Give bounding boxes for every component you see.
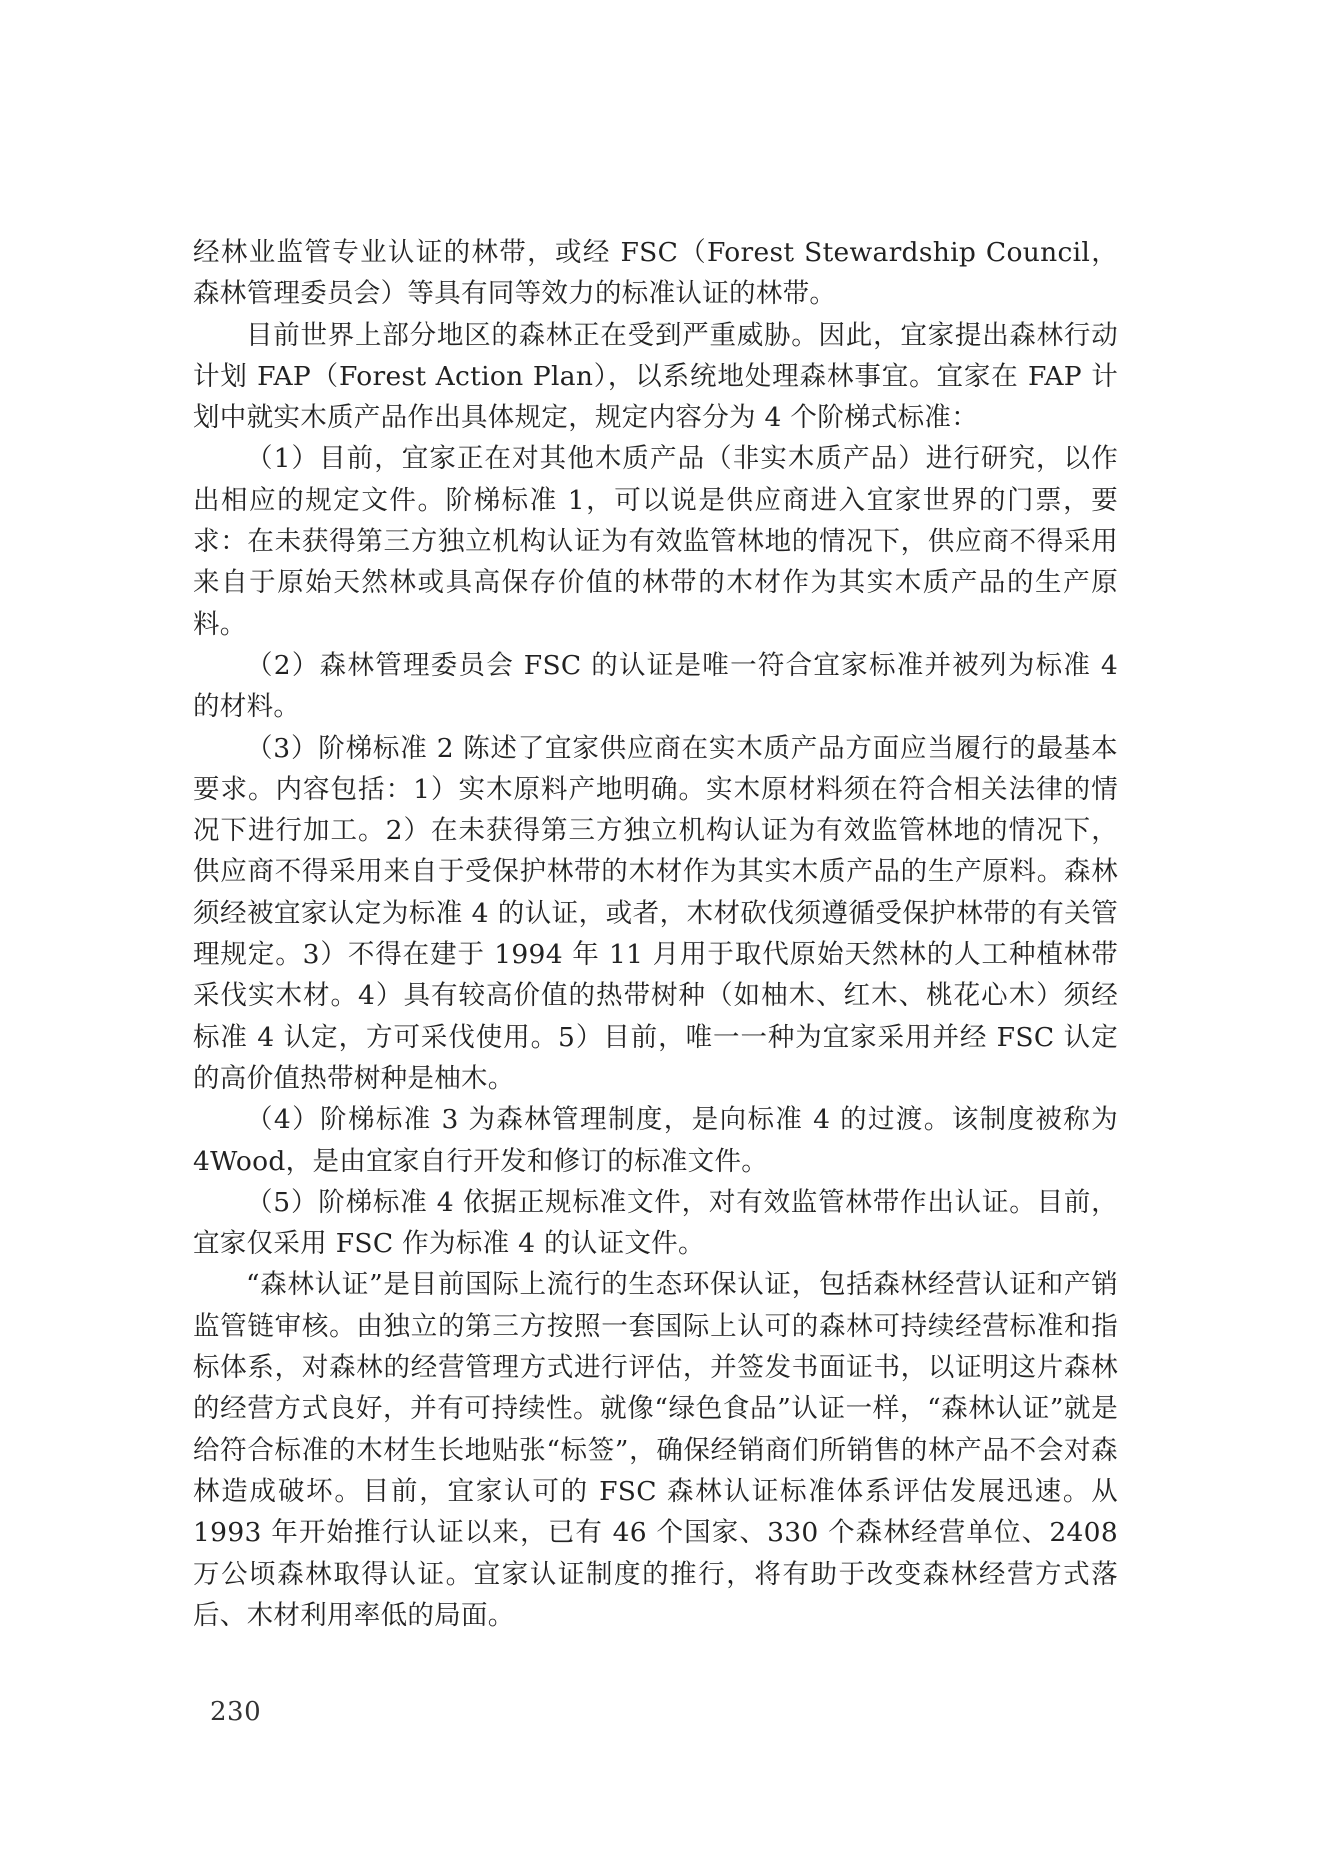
paragraph-fap-intro: 目前世界上部分地区的森林正在受到严重威胁。因此，宜家提出森林行动计划 FAP（Forest Action Plan），以系统地处理森林事宜。宜家在 FAP 计划中就实木质产品作出具体规定，规定内容分为 4 个阶梯式标准： <box>193 319 1118 434</box>
paragraph-continued: 经林业监管专业认证的林带，或经 FSC（Forest Stewardship Council，森林管理委员会）等具有同等效力的标准认证的林带。 <box>193 237 1118 310</box>
paragraph-item-5: （5）阶梯标准 4 依据正规标准文件，对有效监管林带作出认证。目前，宜家仅采用 FSC 作为标准 4 的认证文件。 <box>193 1186 1118 1260</box>
paragraph-item-2: （2）森林管理委员会 FSC 的认证是唯一符合宜家标准并被列为标准 4 的材料。 <box>193 649 1118 723</box>
paragraph-forest-certification: “森林认证”是目前国际上流行的生态环保认证，包括森林经营认证和产销监管链审核。由独立的第三方按照一套国际上认可的森林可持续经营标准和指标体系，对森林的经营管理方式进行评估，并签发书面证书，以证明这片森林的经营方式良好，并有可持续性。就像“绿色食品”认证一样，“森林认证”就是给符合标准的木材生长地贴张“标签”，确保经销商们所销售的林产品不会对森林造成破坏。目前，宜家认可的 FSC 森林认证标准体系评估发展迅速。从 1993 年开始推行认证以来，已有 46 个国家、330 个森林经营单位、2408 万公顷森林取得认证。宜家认证制度的推行，将有助于改变森林经营方式落后、木材利用率低的局面。 <box>193 1269 1118 1631</box>
paragraph-item-4: （4）阶梯标准 3 为森林管理制度，是向标准 4 的过渡。该制度被称为 4Wood，是由宜家自行开发和修订的标准文件。 <box>193 1104 1118 1177</box>
body-text <box>193 232 1118 1636</box>
paragraph-item-1: （1）目前，宜家正在对其他木质产品（非实木质产品）进行研究，以作出相应的规定文件。阶梯标准 1，可以说是供应商进入宜家世界的门票，要求：在未获得第三方独立机构认证为有效监管林地的情况下，供应商不得采用来自于原始天然林或具高保存价值的林带的木材作为其实木质产品的生产原料。 <box>193 443 1118 640</box>
page-number: 230 <box>210 1697 262 1727</box>
paragraph-item-3: （3）阶梯标准 2 陈述了宜家供应商在实木质产品方面应当履行的最基本要求。内容包括：1）实木原料产地明确。实木原材料须在符合相关法律的情况下进行加工。2）在未获得第三方独立机构认证为有效监管林地的情况下，供应商不得采用来自于受保护林带的木材作为其实木质产品的生产原料。森林须经被宜家认定为标准 4 的认证，或者，木材砍伐须遵循受保护林带的有关管理规定。3）不得在建于 1994 年 11 月用于取代原始天然林的人工种植林带采伐实木材。4）具有较高价值的热带树种（如柚木、红木、桃花心木）须经标准 4 认定，方可采伐使用。5）目前，唯一一种为宜家采用并经 FSC 认定的高价值热带树种是柚木。 <box>193 732 1118 1094</box>
